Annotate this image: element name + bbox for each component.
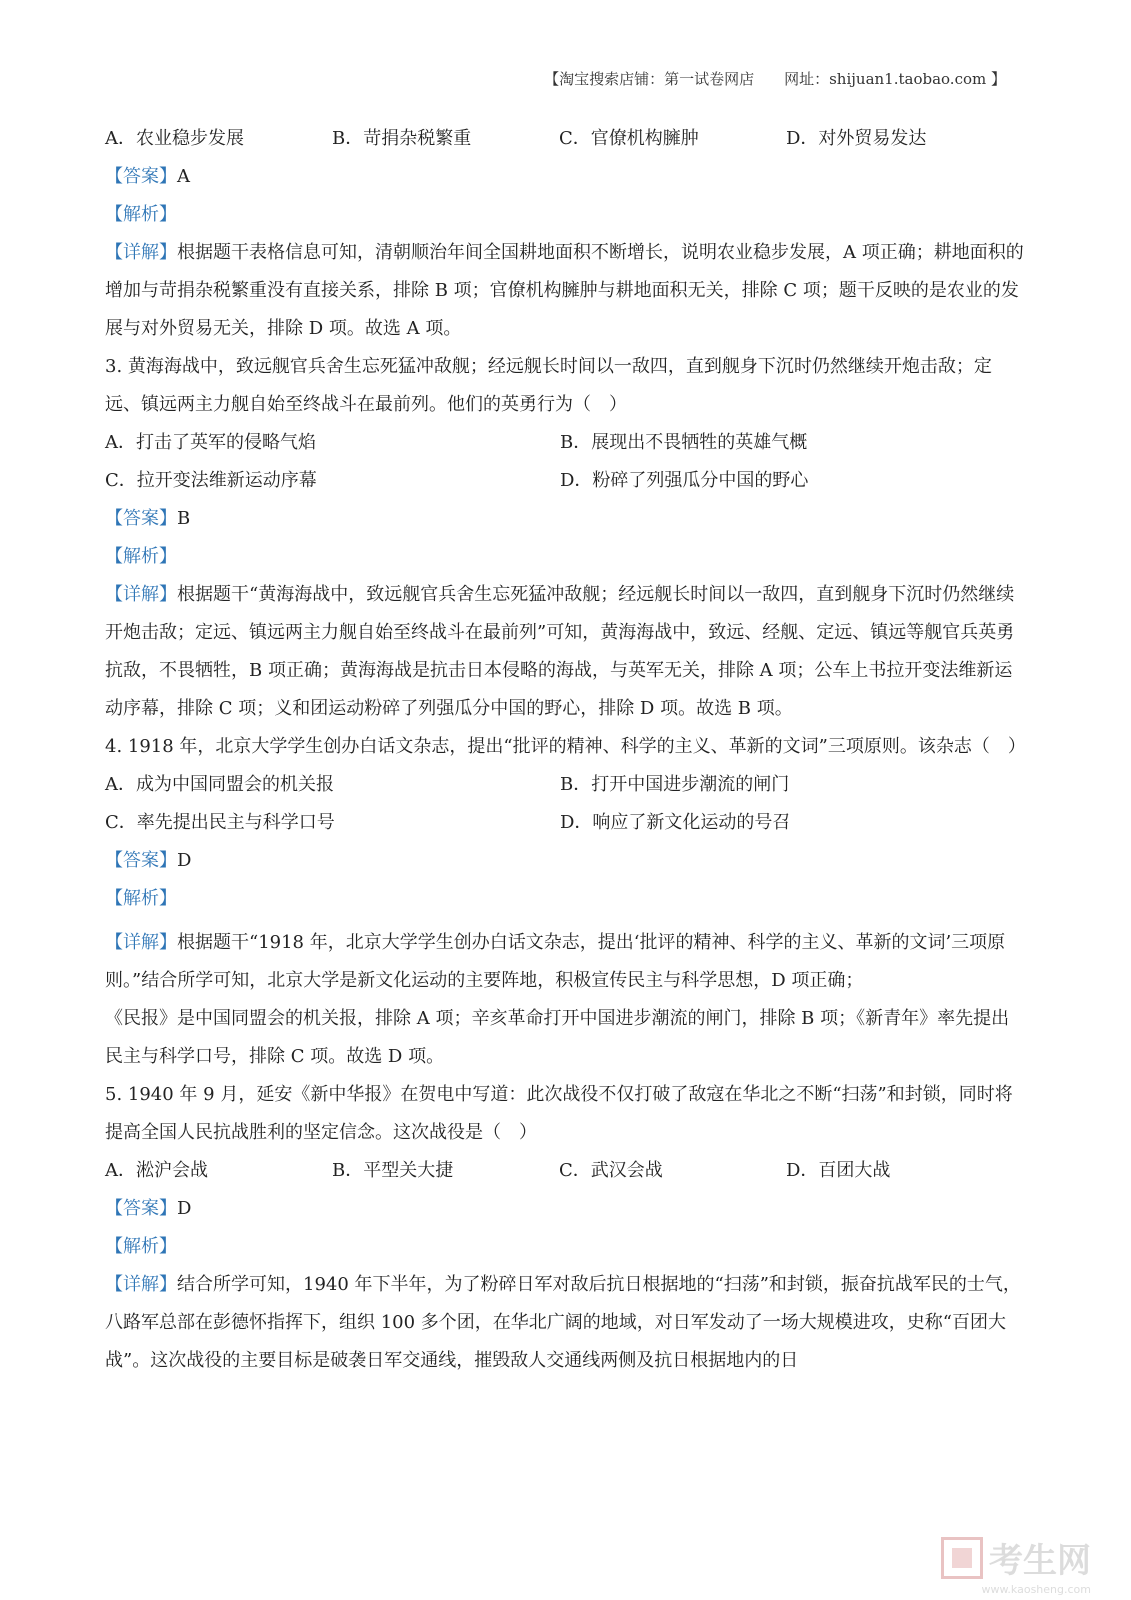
answer-tag: 【答案】 xyxy=(105,850,177,871)
q2-option-c: C．官僚机构臃肿 xyxy=(559,128,699,149)
q4-option-c: C．率先提出民主与科学口号 xyxy=(105,812,335,833)
page-header: 【淘宝搜索店铺：第一试卷网店 网址：shijuan1.taobao.com 】 xyxy=(544,70,1006,88)
q4-option-b: B．打开中国进步潮流的闸门 xyxy=(560,774,790,795)
document-body xyxy=(105,120,1025,1380)
q4-options-row1 xyxy=(105,766,1025,804)
q2-options xyxy=(105,120,1025,158)
detail-text: 根据题干表格信息可知，清朝顺治年间全国耕地面积不断增长，说明农业稳步发展，A 项正确；耕地面积的增加与苛捐杂税繁重没有直接关系，排除 B 项；官僚机构臃肿与耕地面积无关，排除 C 项；题干反映的是农业的发展与对外贸易无关，排除 D 项。故选 A 项。 xyxy=(105,242,1024,339)
detail-text: 结合所学可知，1940 年下半年，为了粉碎日军对敌后抗日根据地的“扫荡”和封锁，振奋抗战军民的士气，八路军总部在彭德怀指挥下，组织 100 多个团，在华北广阔的地域，对日军发动了一场大规模进攻，史称“百团大战”。这次战役的主要目标是破袭日军交通线，摧毁敌人交通线两侧及抗日根据地内的日 xyxy=(105,1274,1021,1371)
watermark-text: 考生网 xyxy=(989,1541,1091,1581)
q4-detail-continued: 《民报》是中国同盟会的机关报，排除 A 项；辛亥革命打开中国进步潮流的闸门，排除 B 项；《新青年》率先提出民主与科学口号，排除 C 项。故选 D 项。 xyxy=(105,1008,1010,1067)
q5-option-b: B．平型关大捷 xyxy=(332,1160,454,1181)
q2-detail xyxy=(105,234,1025,348)
q5-options xyxy=(105,1152,1025,1190)
q4-stem: 4. 1918 年，北京大学学生创办白话文杂志，提出“批评的精神、科学的主义、革新的文词”三项原则。该杂志（ ） xyxy=(105,736,1026,757)
q3-option-c: C．拉开变法维新运动序幕 xyxy=(105,470,317,491)
q3-answer xyxy=(105,500,1025,538)
watermark-logo-icon xyxy=(941,1537,983,1579)
watermark-url: www.kaosheng.com xyxy=(981,1583,1091,1596)
q5-detail xyxy=(105,1266,1025,1380)
q3-options-row1 xyxy=(105,424,1025,462)
answer-tag: 【答案】 xyxy=(105,508,177,529)
answer-tag: 【答案】 xyxy=(105,166,177,187)
q5-option-d: D．百团大战 xyxy=(786,1160,891,1181)
q2-option-a: A．农业稳步发展 xyxy=(105,128,244,149)
q4-options-row2 xyxy=(105,804,1025,842)
q5-option-c: C．武汉会战 xyxy=(559,1160,663,1181)
q3-option-d: D．粉碎了列强瓜分中国的野心 xyxy=(560,470,809,491)
detail-tag: 【详解】 xyxy=(105,1274,177,1295)
q3-analysis-tag: 【解析】 xyxy=(105,546,177,567)
answer-value: B xyxy=(177,508,191,529)
q3-options-row2 xyxy=(105,462,1025,500)
q5-analysis-tag: 【解析】 xyxy=(105,1236,177,1257)
q5-stem: 5. 1940 年 9 月，延安《新中华报》在贺电中写道：此次战役不仅打破了敌寇在华北之不断“扫荡”和封锁，同时将提高全国人民抗战胜利的坚定信念。这次战役是（ ） xyxy=(105,1084,1013,1143)
q5-option-a: A．淞沪会战 xyxy=(105,1160,208,1181)
q4-option-a: A．成为中国同盟会的机关报 xyxy=(105,774,334,795)
q4-analysis-tag: 【解析】 xyxy=(105,888,177,909)
q2-answer xyxy=(105,158,1025,196)
q4-detail xyxy=(105,924,1025,1000)
answer-value: D xyxy=(177,850,192,871)
answer-tag: 【答案】 xyxy=(105,1198,177,1219)
q3-stem: 3. 黄海海战中，致远舰官兵舍生忘死猛冲敌舰；经远舰长时间以一敌四，直到舰身下沉时仍然继续开炮击敌；定远、镇远两主力舰自始至终战斗在最前列。他们的英勇行为（ ） xyxy=(105,356,992,415)
q3-detail xyxy=(105,576,1025,728)
answer-value: D xyxy=(177,1198,192,1219)
detail-tag: 【详解】 xyxy=(105,242,177,263)
q3-option-b: B．展现出不畏牺牲的英雄气概 xyxy=(560,432,808,453)
q3-option-a: A．打击了英军的侵略气焰 xyxy=(105,432,316,453)
q4-option-d: D．响应了新文化运动的号召 xyxy=(560,812,791,833)
watermark xyxy=(941,1533,1091,1596)
detail-text: 根据题干“1918 年，北京大学学生创办白话文杂志，提出‘批评的精神、科学的主义、革新的文词’三项原则。”结合所学可知，北京大学是新文化运动的主要阵地，积极宣传民主与科学思想，D 项正确； xyxy=(105,932,1006,991)
detail-tag: 【详解】 xyxy=(105,932,177,953)
q2-option-d: D．对外贸易发达 xyxy=(786,128,927,149)
detail-tag: 【详解】 xyxy=(105,584,177,605)
q4-answer xyxy=(105,842,1025,880)
detail-text: 根据题干“黄海海战中，致远舰官兵舍生忘死猛冲敌舰；经远舰长时间以一敌四，直到舰身下沉时仍然继续开炮击敌；定远、镇远两主力舰自始至终战斗在最前列”可知，黄海海战中，致远、经舰、定远、镇远等舰官兵英勇抗敌，不畏牺牲，B 项正确；黄海海战是抗击日本侵略的海战，与英军无关，排除 A 项；公车上书拉开变法维新运动序幕，排除 C 项；义和团运动粉碎了列强瓜分中国的野心，排除 D 项。故选 B 项。 xyxy=(105,584,1015,719)
q2-analysis-tag: 【解析】 xyxy=(105,204,177,225)
answer-value: A xyxy=(177,166,190,187)
q2-option-b: B．苛捐杂税繁重 xyxy=(332,128,472,149)
q5-answer xyxy=(105,1190,1025,1228)
